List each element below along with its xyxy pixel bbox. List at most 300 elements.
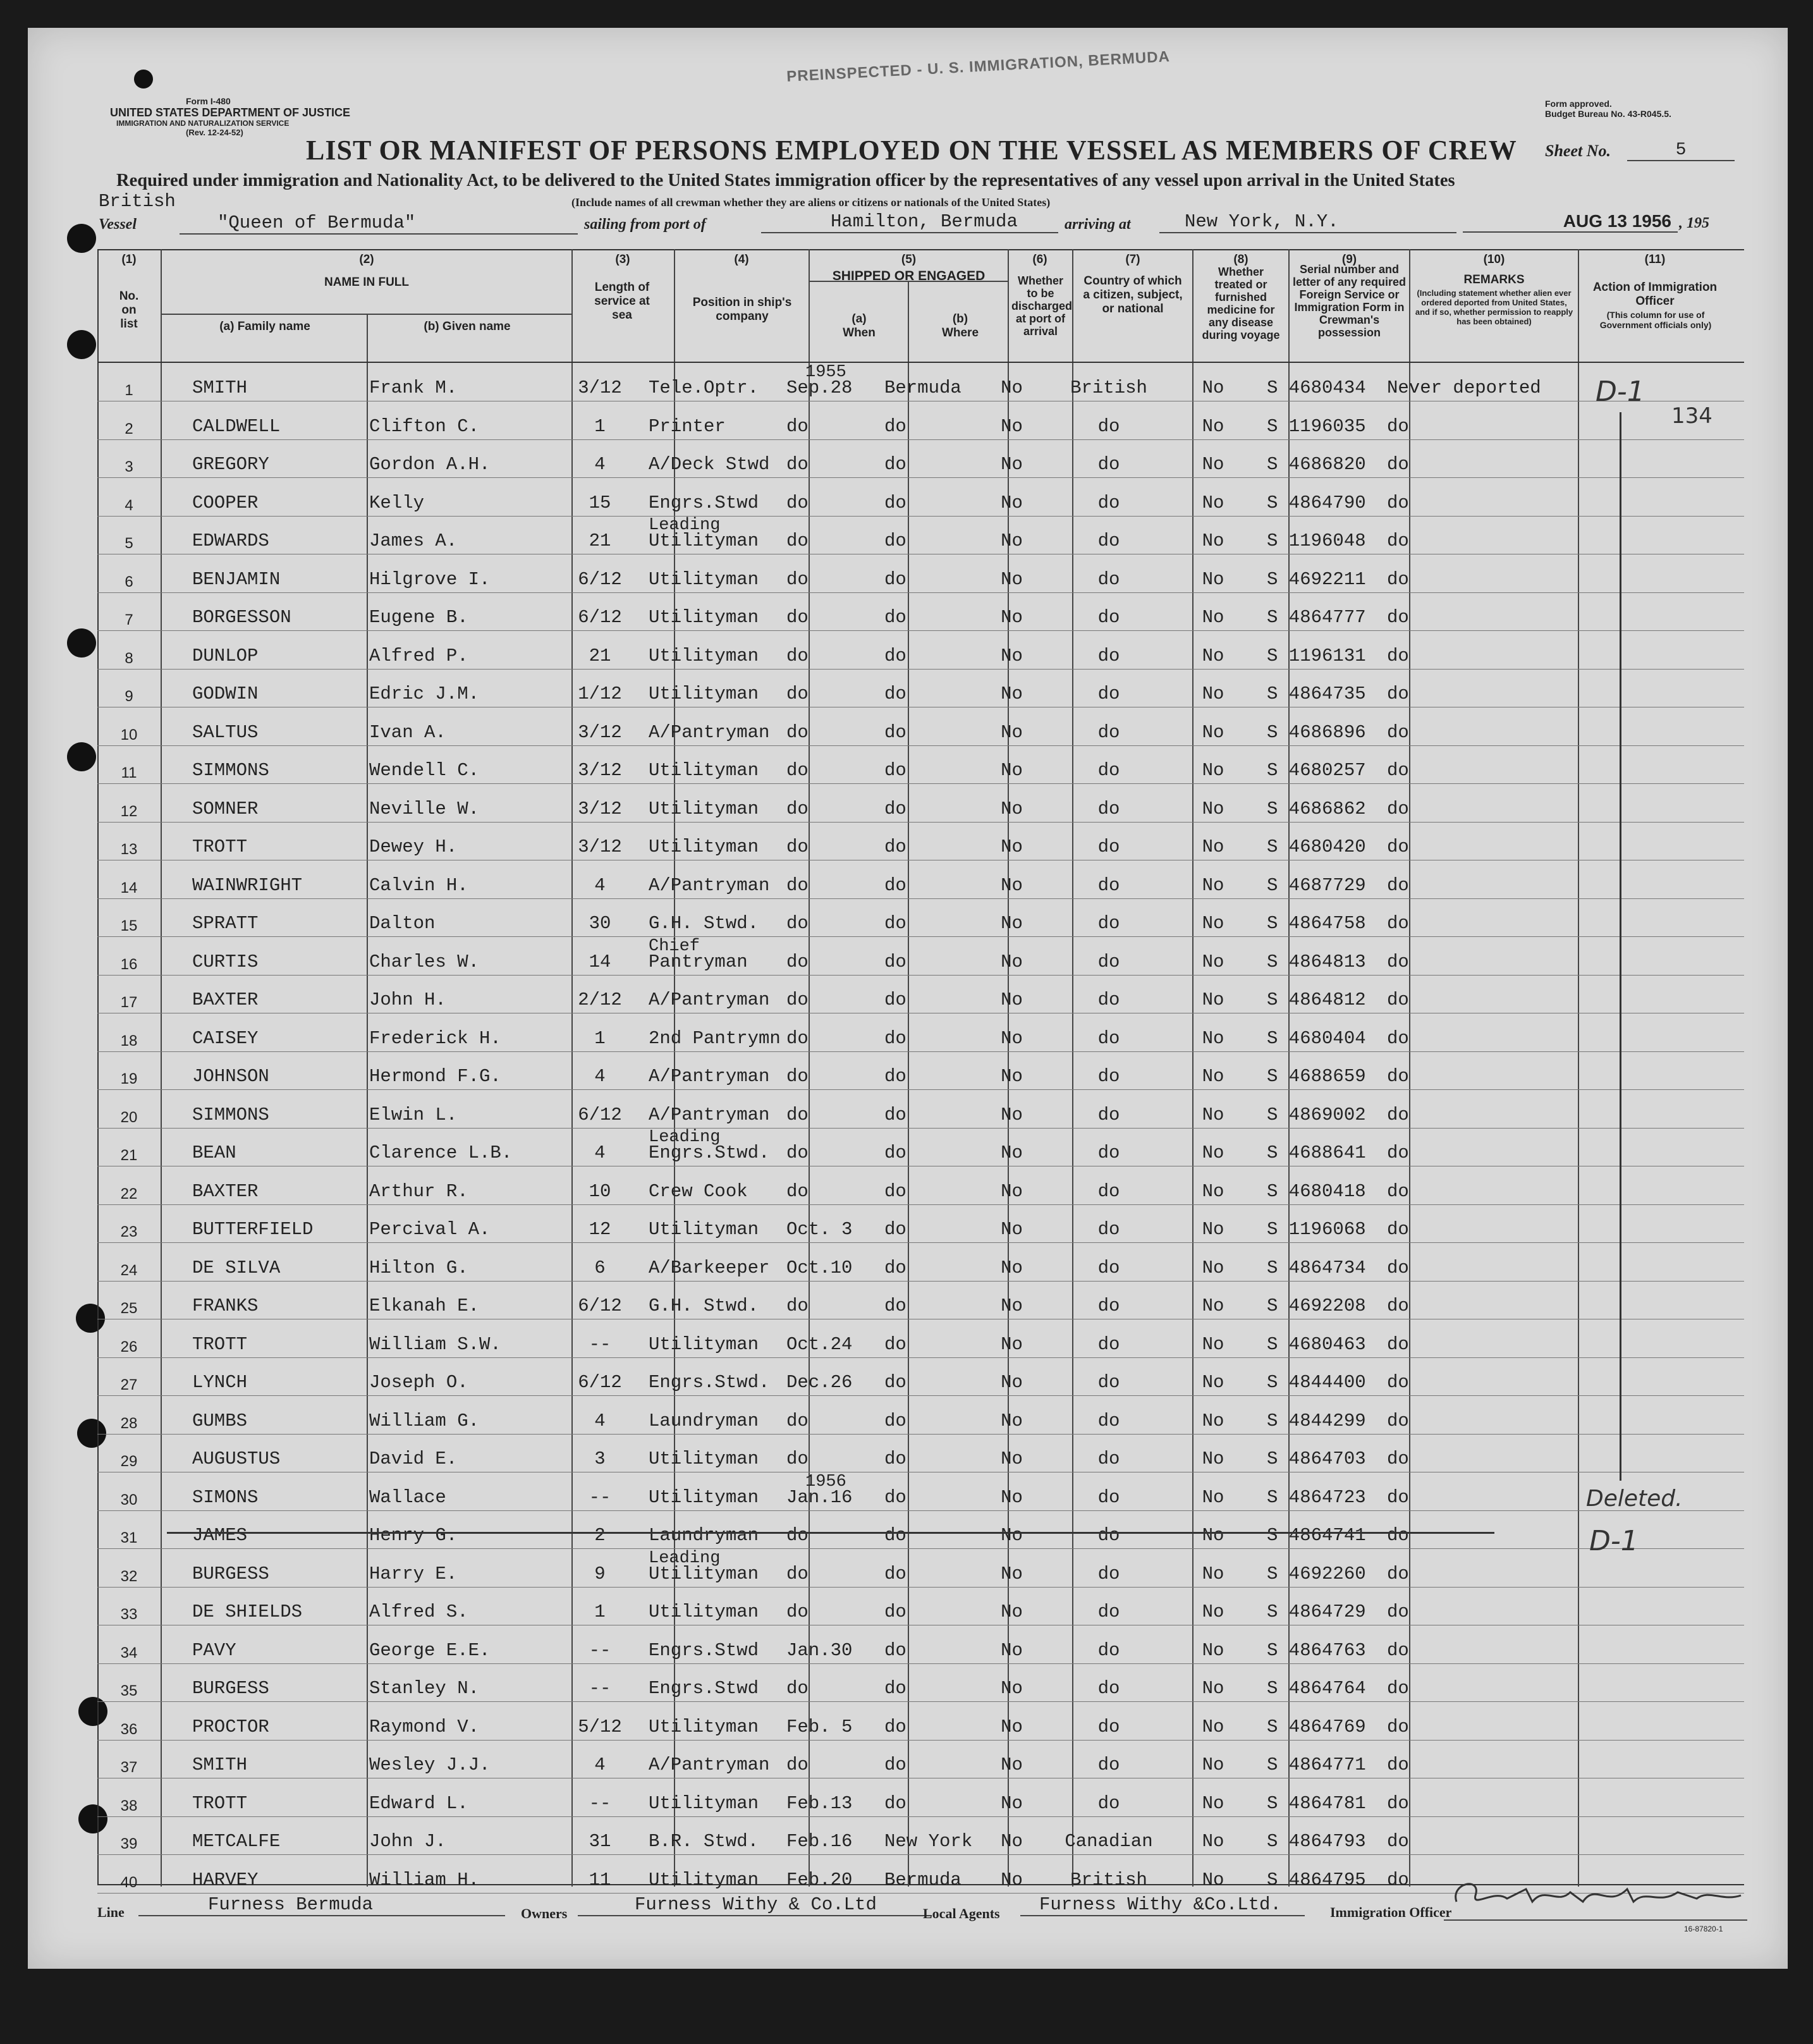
cell-position: Utilityman [649, 607, 759, 628]
cell-remarks: Never deported [1387, 377, 1541, 398]
cell-where: do [884, 1410, 906, 1431]
cell-country: do [1097, 1792, 1120, 1814]
cell-given: Alfred P. [369, 645, 468, 666]
cell-position-prefix: Leading [649, 516, 721, 535]
cell-medicine: No [1202, 645, 1224, 666]
cell-remarks: do [1387, 454, 1409, 475]
cell-serial: S 1196035 [1267, 415, 1366, 437]
cell-family: SMITH [192, 377, 248, 398]
cell-position: G.H. Stwd. [649, 913, 759, 934]
cell-when: do [786, 1066, 809, 1087]
cell-serial: S 4692211 [1267, 568, 1366, 590]
sheet-no-label: Sheet No. [1545, 142, 1611, 160]
cell-when: do [786, 1448, 809, 1469]
cell-medicine: No [1202, 1219, 1224, 1240]
cell-medicine: No [1202, 798, 1224, 819]
cell-service: 9 [594, 1563, 606, 1584]
row-number: 22 [120, 1185, 138, 1203]
cell-service: 4 [594, 874, 606, 896]
cell-family: SALTUS [192, 721, 259, 743]
vessel-name: "Queen of Bermuda" [180, 212, 578, 235]
cell-medicine: No [1202, 1410, 1224, 1431]
cell-when: Oct.10 [786, 1257, 853, 1278]
cell-when: do [786, 1601, 809, 1622]
arrival-port: New York, N.Y. [1159, 211, 1456, 233]
cell-where: do [884, 1754, 906, 1775]
cell-serial: S 4680257 [1267, 760, 1366, 781]
row-number: 27 [120, 1376, 138, 1393]
table-row [97, 516, 1744, 554]
cell-service: 2 [594, 1525, 606, 1546]
cell-serial: S 4686820 [1267, 454, 1366, 475]
row-number: 3 [125, 458, 133, 475]
cell-when: Jan.16 [786, 1486, 853, 1508]
cell-discharge: No [1001, 874, 1023, 896]
cell-discharge: No [1001, 951, 1023, 972]
cell-serial: S 4864734 [1267, 1257, 1366, 1278]
table-row [97, 1740, 1744, 1778]
cell-position: 2nd Pantrymn [649, 1027, 781, 1049]
officer-signature [1444, 1894, 1747, 1921]
cell-given: Eugene B. [369, 607, 468, 628]
cell-position: Utilityman [649, 568, 759, 590]
cell-remarks: do [1387, 1066, 1409, 1087]
cell-medicine: No [1202, 1257, 1224, 1278]
cell-where: do [884, 415, 906, 437]
cell-serial: S 4864777 [1267, 607, 1366, 628]
cell-when: do [786, 1104, 809, 1125]
cell-when: do [786, 607, 809, 628]
cell-country: British [1070, 377, 1147, 398]
cell-country: do [1097, 454, 1120, 475]
cell-service: 3/12 [578, 836, 622, 857]
cell-where: do [884, 798, 906, 819]
vessel-nationality: British [99, 191, 176, 212]
table-row [97, 975, 1744, 1013]
row-number: 5 [125, 535, 133, 552]
cell-medicine: No [1202, 1180, 1224, 1202]
cell-when: do [786, 989, 809, 1010]
manifest-title: LIST OR MANIFEST OF PERSONS EMPLOYED ON THE VESSEL AS MEMBERS OF CREW [306, 135, 1517, 166]
cell-service: 4 [594, 1142, 606, 1163]
col5-number: (5) [901, 253, 917, 266]
cell-when: Feb.13 [786, 1792, 853, 1814]
cell-service: 3/12 [578, 721, 622, 743]
cell-serial: S 4688659 [1267, 1066, 1366, 1087]
cell-country: do [1097, 492, 1120, 513]
cell-remarks: do [1387, 1563, 1409, 1584]
table-row [97, 937, 1744, 976]
cell-remarks: do [1387, 760, 1409, 781]
cell-family: CAISEY [192, 1027, 259, 1049]
cell-family: JAMES [192, 1525, 248, 1546]
cell-country: do [1097, 1601, 1120, 1622]
cell-serial: S 1196048 [1267, 530, 1366, 551]
cell-family: GREGORY [192, 454, 269, 475]
cell-position: Pantryman [649, 951, 748, 972]
cell-family: METCALFE [192, 1831, 281, 1852]
cell-service: -- [589, 1678, 611, 1699]
table-row [97, 1319, 1744, 1358]
cell-family: BAXTER [192, 1180, 259, 1202]
cell-where: Bermuda [884, 377, 961, 398]
table-row [97, 1357, 1744, 1396]
cell-country: do [1097, 836, 1120, 857]
form-revision: (Rev. 12-24-52) [186, 128, 243, 137]
table-row [97, 401, 1744, 440]
cell-remarks: do [1387, 721, 1409, 743]
cell-given: Henry G. [369, 1525, 458, 1546]
row-number: 25 [120, 1300, 138, 1317]
cell-discharge: No [1001, 1754, 1023, 1775]
cell-medicine: No [1202, 951, 1224, 972]
cell-country: do [1097, 1563, 1120, 1584]
cell-given: Dalton [369, 913, 436, 934]
cell-discharge: No [1001, 1027, 1023, 1049]
cell-where: do [884, 989, 906, 1010]
cell-serial: S 4680418 [1267, 1180, 1366, 1202]
cell-position: Utilityman [649, 530, 759, 551]
cell-position: Utilityman [649, 1563, 759, 1584]
row-number: 33 [120, 1606, 138, 1623]
row-number: 4 [125, 496, 133, 514]
col11-number: (11) [1644, 253, 1666, 266]
row-number: 10 [120, 726, 138, 744]
cell-serial: S 4864764 [1267, 1678, 1366, 1699]
cell-position: A/Pantryman [649, 874, 770, 896]
cell-remarks: do [1387, 1601, 1409, 1622]
sheet-no: 5 [1627, 140, 1735, 161]
cell-medicine: No [1202, 1142, 1224, 1163]
cell-service: 14 [589, 951, 611, 972]
cell-when: do [786, 1678, 809, 1699]
cell-when: do [786, 1027, 809, 1049]
cell-service: 6/12 [578, 1372, 622, 1393]
port-of-sailing: Hamilton, Bermuda [761, 211, 1058, 233]
col2a-header: (a) Family name [219, 320, 310, 333]
cell-position: Crew Cook [649, 1180, 748, 1202]
row-number: 19 [120, 1070, 138, 1087]
cell-family: BURGESS [192, 1563, 269, 1584]
cell-medicine: No [1202, 683, 1224, 704]
col4-number: (4) [734, 253, 749, 266]
cell-discharge: No [1001, 1180, 1023, 1202]
cell-where: do [884, 1027, 906, 1049]
cell-when-year: 1955 [805, 363, 846, 382]
owners-value: Furness Withy & Co.Ltd [578, 1894, 932, 1916]
cell-position: Utilityman [649, 1792, 759, 1814]
cell-family: GODWIN [192, 683, 259, 704]
cell-given: George E.E. [369, 1639, 491, 1661]
cell-family: WAINWRIGHT [192, 874, 303, 896]
col8-number: (8) [1233, 253, 1248, 266]
cell-given: Kelly [369, 492, 425, 513]
line-label: Line [97, 1904, 125, 1920]
cell-when: Feb.16 [786, 1831, 853, 1852]
cell-medicine: No [1202, 1601, 1224, 1622]
col3-number: (3) [615, 253, 630, 266]
row-number: 11 [121, 764, 137, 781]
cell-when: Feb.20 [786, 1869, 853, 1890]
cell-given: Wesley J.J. [369, 1754, 491, 1775]
cell-position: Printer [649, 415, 726, 437]
table-row [97, 860, 1744, 899]
cell-serial: S 4864758 [1267, 913, 1366, 934]
cell-position: G.H. Stwd. [649, 1295, 759, 1316]
signature-scribble [1444, 1876, 1747, 1914]
col2b-header: (b) Given name [424, 320, 511, 333]
cell-given: Wallace [369, 1486, 446, 1508]
cell-given: John J. [369, 1831, 446, 1852]
cell-where: do [884, 568, 906, 590]
cell-medicine: No [1202, 1066, 1224, 1087]
cell-discharge: No [1001, 645, 1023, 666]
cell-given: William S.W. [369, 1333, 501, 1355]
cell-given: Joseph O. [369, 1372, 468, 1393]
cell-serial: S 4864763 [1267, 1639, 1366, 1661]
cell-where: do [884, 1104, 906, 1125]
cell-family: DE SHIELDS [192, 1601, 303, 1622]
cell-position-prefix: Leading [649, 1128, 721, 1147]
cell-position: Utilityman [649, 645, 759, 666]
row-number: 21 [120, 1147, 138, 1164]
table-row [97, 478, 1744, 517]
cell-given: Hilgrove I. [369, 568, 491, 590]
cell-remarks: do [1387, 530, 1409, 551]
cell-service: 15 [589, 492, 611, 513]
row-number: 34 [120, 1644, 138, 1662]
cell-when: Sep.28 [786, 377, 853, 398]
cell-position: Utilityman [649, 836, 759, 857]
cell-where: do [884, 1295, 906, 1316]
row-number: 24 [120, 1261, 138, 1279]
cell-remarks: do [1387, 568, 1409, 590]
cell-medicine: No [1202, 1486, 1224, 1508]
cell-where: do [884, 1792, 906, 1814]
cell-serial: S 4680420 [1267, 836, 1366, 857]
cell-serial: S 4864769 [1267, 1716, 1366, 1737]
cell-where: do [884, 913, 906, 934]
cell-serial: S 4688641 [1267, 1142, 1366, 1163]
cell-position: Laundryman [649, 1410, 759, 1431]
cell-remarks: do [1387, 1027, 1409, 1049]
cell-remarks: do [1387, 1410, 1409, 1431]
row-number: 36 [120, 1720, 138, 1738]
cell-country: do [1097, 1639, 1120, 1661]
table-row [97, 1204, 1744, 1243]
cell-family: EDWARDS [192, 530, 269, 551]
cell-discharge: No [1001, 415, 1023, 437]
cell-family: FRANKS [192, 1295, 259, 1316]
cell-discharge: No [1001, 989, 1023, 1010]
col1-header: No. on list [119, 290, 139, 331]
cell-country: do [1097, 951, 1120, 972]
cell-service: 6/12 [578, 1295, 622, 1316]
cell-family: BENJAMIN [192, 568, 281, 590]
cell-position: A/Deck Stwd [649, 454, 770, 475]
cell-medicine: No [1202, 568, 1224, 590]
cell-service: 5/12 [578, 1716, 622, 1737]
cell-country: Canadian [1065, 1831, 1153, 1852]
table-row [97, 1587, 1744, 1625]
col1-number: (1) [121, 253, 137, 266]
col10-note: (Including statement whether alien ever ordered deported from United States, and if so, whether permission to reapply has been obtained) [1415, 288, 1573, 326]
cell-country: do [1097, 1066, 1120, 1087]
row-number: 16 [120, 955, 138, 973]
cell-discharge: No [1001, 1257, 1023, 1278]
table-row [97, 1396, 1744, 1435]
cell-discharge: No [1001, 913, 1023, 934]
cell-given: Percival A. [369, 1219, 491, 1240]
cell-family: BEAN [192, 1142, 236, 1163]
cell-serial: S 4864781 [1267, 1792, 1366, 1814]
cell-serial: S 1196131 [1267, 645, 1366, 666]
table-row [97, 745, 1744, 784]
cell-given: Elkanah E. [369, 1295, 480, 1316]
cell-service: 4 [594, 1066, 606, 1087]
cell-family: JOHNSON [192, 1066, 269, 1087]
cell-discharge: No [1001, 454, 1023, 475]
cell-medicine: No [1202, 1869, 1224, 1890]
cell-service: 3/12 [578, 760, 622, 781]
cell-country: do [1097, 1525, 1120, 1546]
cell-given: Frederick H. [369, 1027, 501, 1049]
manifest-sheet [28, 28, 1788, 1969]
cell-service: 10 [589, 1180, 611, 1202]
row-number: 28 [120, 1414, 138, 1432]
cell-medicine: No [1202, 607, 1224, 628]
cell-family: COOPER [192, 492, 259, 513]
cell-family: TROTT [192, 836, 248, 857]
cell-country: do [1097, 607, 1120, 628]
cell-given: James A. [369, 530, 458, 551]
cell-remarks: do [1387, 1486, 1409, 1508]
cell-family: SIMONS [192, 1486, 259, 1508]
cell-service: 4 [594, 1410, 606, 1431]
cell-remarks: do [1387, 1831, 1409, 1852]
cell-serial: S 4680404 [1267, 1027, 1366, 1049]
cell-position: Utilityman [649, 1869, 759, 1890]
punch-hole [67, 742, 96, 771]
cell-country: do [1097, 568, 1120, 590]
col7-number: (7) [1125, 253, 1140, 266]
cell-position: Tele.Optr. [649, 377, 759, 398]
cell-where: do [884, 530, 906, 551]
cell-where: do [884, 1257, 906, 1278]
cell-when: do [786, 874, 809, 896]
cell-when: do [786, 1142, 809, 1163]
cell-when: do [786, 492, 809, 513]
cell-where: do [884, 1142, 906, 1163]
cell-where: do [884, 683, 906, 704]
cell-serial: S 4864729 [1267, 1601, 1366, 1622]
cell-discharge: No [1001, 760, 1023, 781]
cell-family: AUGUSTUS [192, 1448, 281, 1469]
cell-remarks: do [1387, 1754, 1409, 1775]
cell-medicine: No [1202, 1372, 1224, 1393]
cell-discharge: No [1001, 492, 1023, 513]
cell-when: Oct. 3 [786, 1219, 853, 1240]
cell-country: do [1097, 721, 1120, 743]
cell-given: Charles W. [369, 951, 480, 972]
form-approved: Form approved. [1545, 99, 1612, 109]
cell-given: Gordon A.H. [369, 454, 491, 475]
cell-discharge: No [1001, 1142, 1023, 1163]
cell-discharge: No [1001, 1869, 1023, 1890]
cell-serial: S 4864793 [1267, 1831, 1366, 1852]
cell-position: Utilityman [649, 683, 759, 704]
cell-where: do [884, 721, 906, 743]
cell-when: do [786, 1295, 809, 1316]
cell-remarks: do [1387, 1142, 1409, 1163]
cell-family: CURTIS [192, 951, 259, 972]
cell-serial: S 4864741 [1267, 1525, 1366, 1546]
table-row [97, 1051, 1744, 1090]
row-number: 32 [120, 1567, 138, 1585]
row-number: 13 [120, 841, 138, 858]
cell-family: DUNLOP [192, 645, 259, 666]
cell-discharge: No [1001, 1066, 1023, 1087]
cell-serial: S 4864812 [1267, 989, 1366, 1010]
cell-when: do [786, 1525, 809, 1546]
cell-service: 30 [589, 913, 611, 934]
cell-country: British [1070, 1869, 1147, 1890]
cell-remarks: do [1387, 989, 1409, 1010]
row-number: 20 [120, 1108, 138, 1126]
cell-serial: S 1196068 [1267, 1219, 1366, 1240]
cell-medicine: No [1202, 1831, 1224, 1852]
cell-country: do [1097, 1754, 1120, 1775]
cell-service: 3/12 [578, 377, 622, 398]
cell-given: Clifton C. [369, 415, 480, 437]
agents-label: Local Agents [923, 1906, 1000, 1921]
cell-medicine: No [1202, 721, 1224, 743]
cell-country: do [1097, 874, 1120, 896]
strike-through-line [167, 1532, 1494, 1534]
cell-remarks: do [1387, 1104, 1409, 1125]
cell-remarks: do [1387, 607, 1409, 628]
cell-when: do [786, 683, 809, 704]
cell-service: 1 [594, 1027, 606, 1049]
cell-remarks: do [1387, 1525, 1409, 1546]
cell-service: 6/12 [578, 1104, 622, 1125]
table-row [97, 1090, 1744, 1129]
col9-header: Serial number and letter of any required Foreign Service or Immigration Form in Crewman's possession [1292, 263, 1407, 339]
action-deleted: Deleted. [1586, 1486, 1683, 1512]
table-row [97, 1243, 1744, 1282]
cell-where: do [884, 874, 906, 896]
cell-discharge: No [1001, 1525, 1023, 1546]
cell-discharge: No [1001, 530, 1023, 551]
cell-family: LYNCH [192, 1372, 248, 1393]
agents-value: Furness Withy &Co.Ltd. [1020, 1894, 1305, 1916]
cell-service: 6/12 [578, 568, 622, 590]
cell-where: do [884, 492, 906, 513]
cell-position-prefix: Leading [649, 1548, 721, 1568]
cell-given: Ivan A. [369, 721, 446, 743]
cell-position: Utilityman [649, 1448, 759, 1469]
cell-given: Arthur R. [369, 1180, 468, 1202]
cell-country: do [1097, 1180, 1120, 1202]
cell-service: 21 [589, 530, 611, 551]
cell-serial: S 4864723 [1267, 1486, 1366, 1508]
cell-where: do [884, 1219, 906, 1240]
col11-header: Action of Immigration Officer [1592, 281, 1718, 308]
row-number: 29 [120, 1453, 138, 1470]
cell-when: Oct.24 [786, 1333, 853, 1355]
action-d1-top: D-1 [1596, 376, 1645, 408]
cell-service: 1 [594, 1601, 606, 1622]
